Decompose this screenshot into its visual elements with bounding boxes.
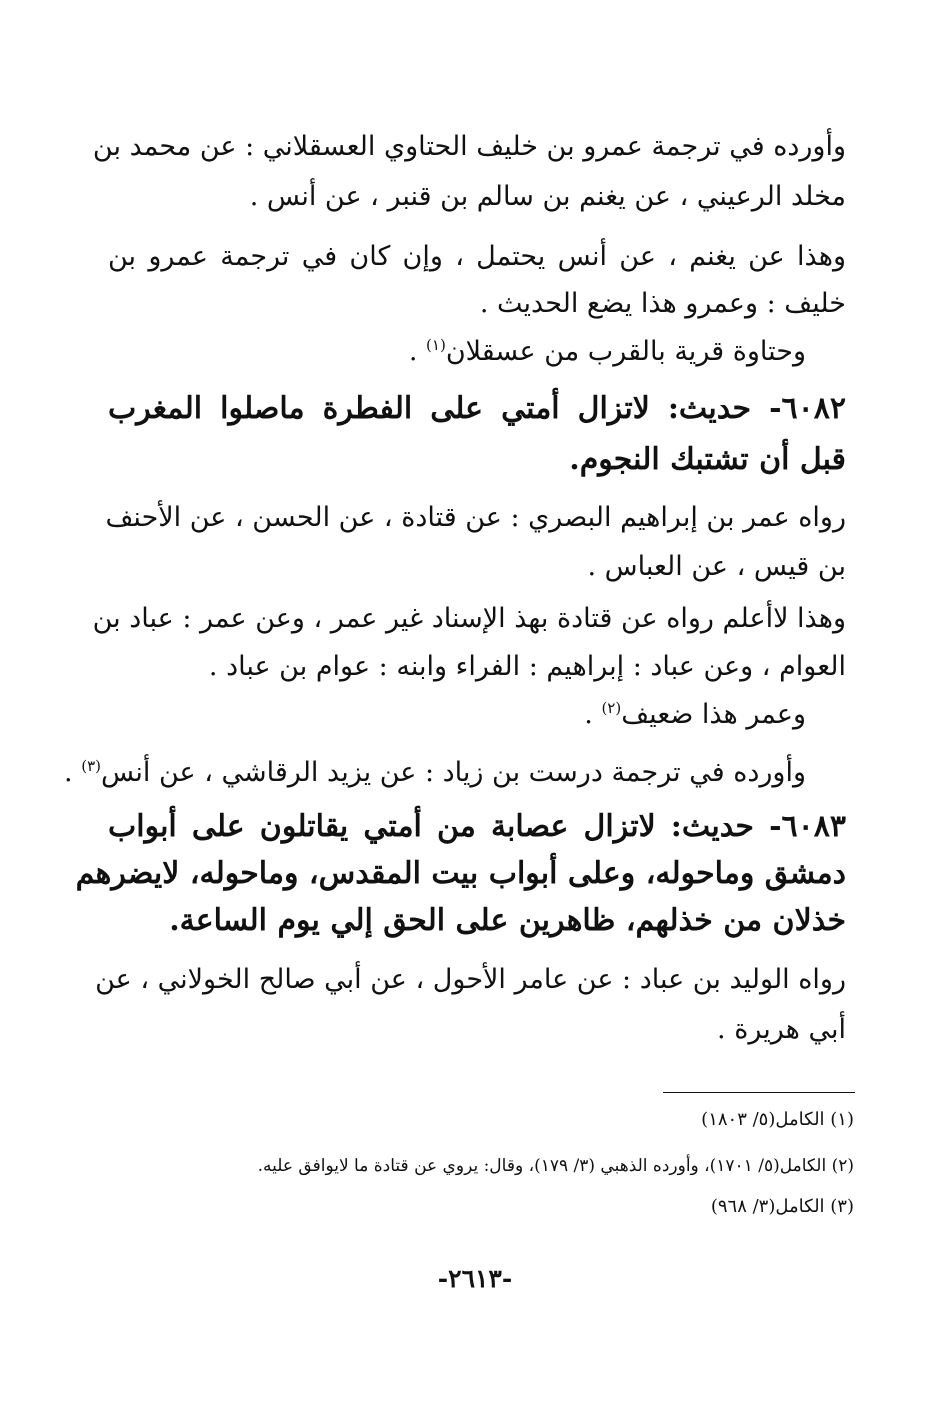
paragraph-end: . (408, 336, 427, 367)
paragraph-end: . (64, 757, 82, 788)
footnote-2: (٢) الكامل(٥/ ١٧٠١)، وأورده الذهبي (٣/ ١٧٩)، وقال: يروي عن قتادة ما لايوافق عليه. (257, 1156, 854, 1176)
paragraph-line: خليف : وعمرو هذا يضع الحديث . (479, 288, 846, 319)
paragraph-text: وحتاوة قرية بالقرب من عسقلان (445, 336, 806, 367)
paragraph-line: رواه الوليد بن عباد : عن عامر الأحول ، عن أبي صالح الخولاني ، عن (95, 964, 846, 995)
paragraph-text: وعمر هذا ضعيف (621, 699, 806, 730)
paragraph-end: . (584, 699, 602, 730)
paragraph-text: وأورده في ترجمة درست بن زياد : عن يزيد الرقاشي ، عن أنس (100, 757, 806, 788)
hadith-heading-line: دمشق وماحوله، وعلى أبواب بيت المقدس، وماحوله، لايضرهم (75, 856, 846, 891)
footnote-divider (663, 1092, 855, 1093)
paragraph-line: وهذا لاأعلم رواه عن قتادة بهذ الإسناد غير عمر ، وعن عمر : عباد بن (92, 603, 846, 634)
hadith-heading-line: ٦٠٨٢- حديث: لاتزال أمتي على الفطرة ماصلوا المغرب (108, 391, 846, 426)
paragraph-line (108, 693, 846, 737)
paragraph-line: أبي هريرة . (717, 1014, 846, 1045)
footnote-ref: (١) (426, 336, 446, 354)
page-number: -٢٦١٣- (437, 1264, 513, 1293)
paragraph-line: العوام ، وعن عباد : إبراهيم : الفراء وابنه : عوام بن عباد . (208, 651, 846, 682)
paragraph-line: وهذا عن يغنم ، عن أنس يحتمل ، وإن كان في ترجمة عمرو بن (108, 241, 846, 272)
paragraph-line: بن قيس ، عن العباس . (587, 551, 846, 582)
hadith-heading-line: قبل أن تشتبك النجوم. (569, 442, 846, 477)
paragraph-line: وأورده في ترجمة عمرو بن خليف الحتاوي العسقلاني : عن محمد بن (92, 131, 846, 162)
footnote-3: (٣) الكامل(٣/ ٩٦٨) (710, 1196, 854, 1217)
paragraph-line (108, 330, 846, 374)
footnote-1: (١) الكامل(٥/ ١٨٠٣) (701, 1109, 854, 1130)
hadith-heading-line: خذلان من خذلهم، ظاهرين على الحق إلي يوم الساعة. (169, 903, 846, 938)
paragraph-line (64, 751, 846, 795)
footnote-ref: (٢) (601, 699, 622, 717)
paragraph-line: مخلد الرعيني ، عن يغنم بن سالم بن قنبر ، عن أنس . (249, 181, 846, 212)
footnote-ref: (٣) (81, 757, 101, 775)
paragraph-line: رواه عمر بن إبراهيم البصري : عن قتادة ، عن الحسن ، عن الأحنف (105, 502, 846, 533)
hadith-heading-line: ٦٠٨٣- حديث: لاتزال عصابة من أمتي يقاتلون على أبواب (108, 809, 846, 844)
